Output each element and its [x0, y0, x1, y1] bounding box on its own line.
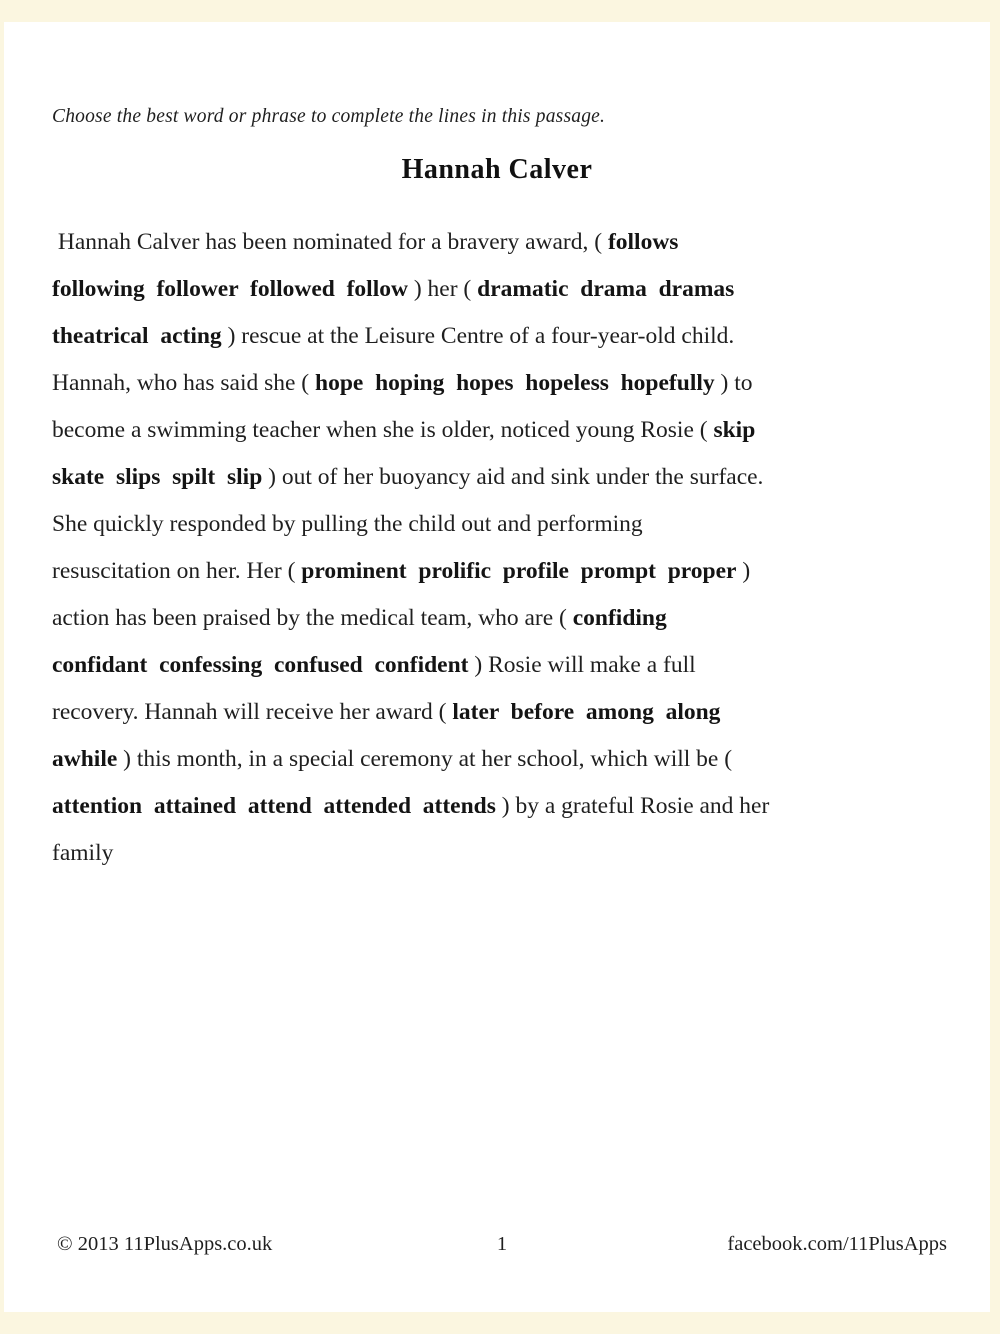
passage-line: [52, 548, 954, 595]
passage-text: ) to: [714, 370, 753, 396]
option-word-group: following follower followed follow: [52, 276, 408, 302]
passage-text: Hannah, who has said she (: [52, 370, 316, 396]
option-word-group: later before among along: [452, 699, 721, 725]
passage-text: ): [736, 558, 751, 584]
facebook-link: facebook.com/11PlusApps: [727, 1233, 947, 1255]
passage-text: Hannah Calver has been nominated for a bravery award, (: [52, 229, 608, 255]
passage-text: ) this month, in a special ceremony at her school, which will be (: [117, 746, 733, 772]
document-page: [4, 22, 990, 1312]
passage-line: [52, 313, 954, 360]
option-word-group: theatrical acting: [52, 323, 222, 349]
passage-text: resuscitation on her. Her (: [52, 558, 302, 584]
passage-line: [52, 454, 954, 501]
passage-text: She quickly responded by pulling the child out and performing: [52, 511, 643, 537]
passage-line: [52, 736, 954, 783]
page-number: 1: [496, 1233, 508, 1255]
passage-text: recovery. Hannah will receive her award (: [52, 699, 453, 725]
option-word-group: follows: [607, 229, 679, 255]
passage-line: [52, 642, 954, 689]
passage-line: [52, 407, 954, 454]
passage-text: ) her (: [407, 276, 478, 302]
option-word-group: confiding: [572, 605, 667, 631]
option-word-group: confidant confessing confused confident: [52, 652, 469, 678]
passage-text: ) by a grateful Rosie and her: [495, 793, 770, 819]
option-word-group: prominent prolific profile prompt proper: [301, 558, 737, 584]
option-word-group: skate slips spilt slip: [52, 464, 263, 490]
passage-line: [52, 219, 954, 266]
option-word-group: attention attained attend attended attends: [52, 793, 496, 819]
passage-line: [52, 689, 954, 736]
passage-line: [52, 595, 954, 642]
option-word-group: awhile: [52, 746, 118, 772]
option-word-group: skip: [713, 417, 756, 443]
passage-text: ) rescue at the Leisure Centre of a four-year-old child.: [221, 323, 735, 349]
passage: [52, 219, 954, 877]
passage-line: [52, 783, 954, 830]
passage-text: become a swimming teacher when she is older, noticed young Rosie (: [52, 417, 714, 443]
instruction-text: Choose the best word or phrase to complete the lines in this passage.: [52, 106, 606, 127]
passage-text: action has been praised by the medical team, who are (: [52, 605, 573, 631]
copyright-text: © 2013 11PlusApps.co.uk: [57, 1233, 273, 1255]
option-word-group: dramatic drama dramas: [477, 276, 735, 302]
passage-line: [52, 266, 954, 313]
option-word-group: hope hoping hopes hopeless hopefully: [315, 370, 715, 396]
footer: [57, 1233, 947, 1256]
passage-line: [52, 501, 954, 548]
passage-line: [52, 360, 954, 407]
passage-text: ) Rosie will make a full: [468, 652, 696, 678]
page-title: Hannah Calver: [401, 154, 593, 185]
passage-line: [52, 830, 954, 877]
passage-text: family: [52, 840, 114, 866]
passage-text: ) out of her buoyancy aid and sink under the surface.: [262, 464, 764, 490]
